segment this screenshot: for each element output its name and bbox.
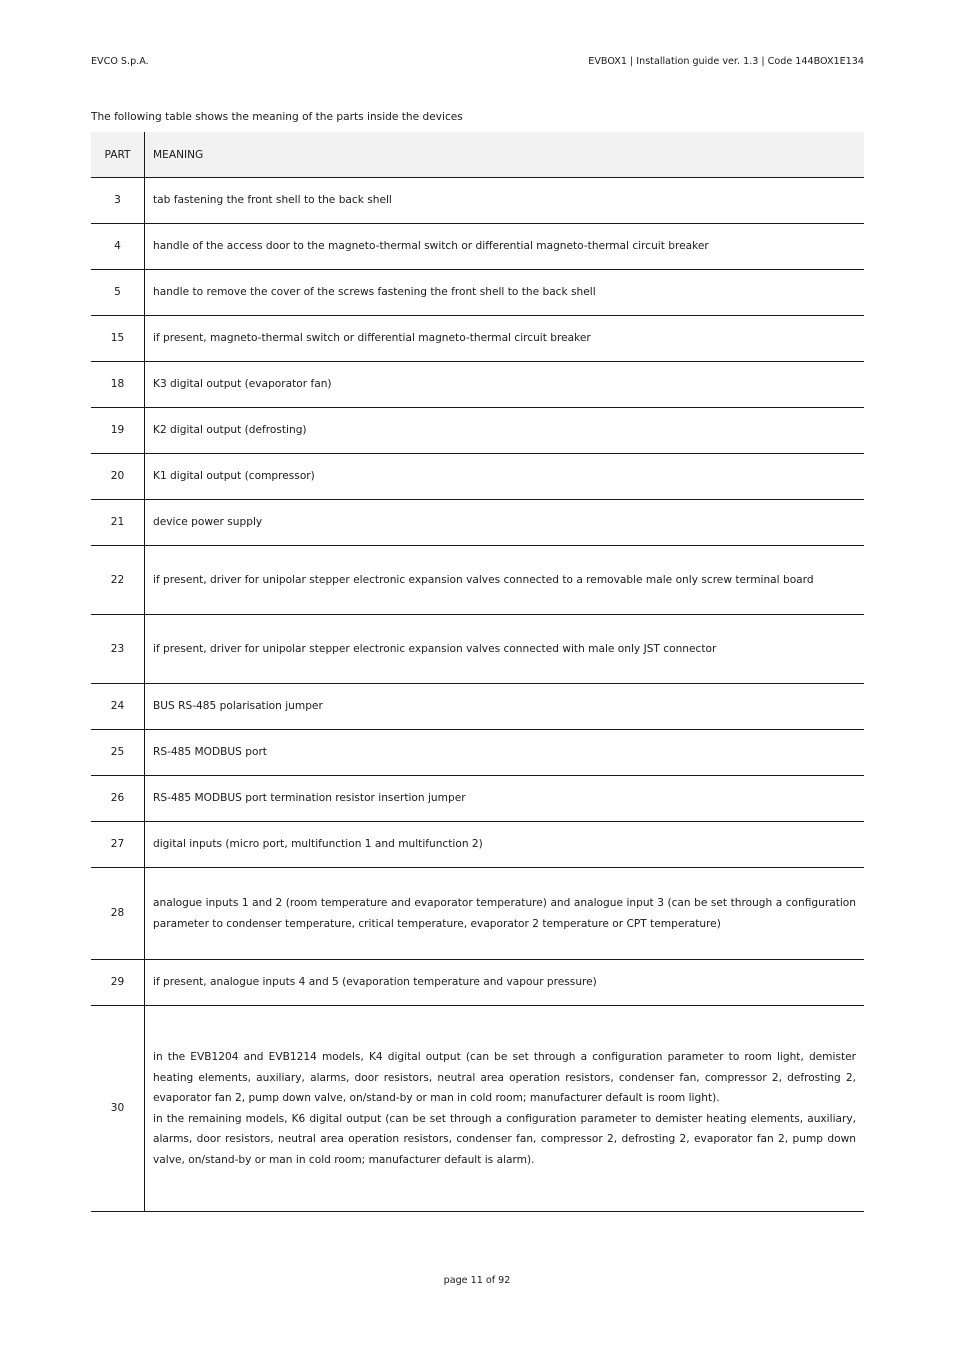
part-number: 25: [91, 730, 145, 776]
part-number: 18: [91, 362, 145, 408]
part-meaning: in the EVB1204 and EVB1214 models, K4 digital output (can be set through a configuration parameter to room light, demister heating elements, auxiliary, alarms, door resistors, neutral area operation resistors, condenser fan, compressor 2, defrosting 2, evaporator fan 2, pump down valve, on/stand-by or man in cold room; manufacturer default is room light).: [153, 1051, 856, 1104]
table-row: [91, 776, 864, 822]
part-meaning: K3 digital output (evaporator fan): [145, 362, 865, 408]
table-row: [91, 730, 864, 776]
part-meaning-multi: [145, 1006, 865, 1212]
part-number: 24: [91, 684, 145, 730]
intro-text: The following table shows the meaning of the parts inside the devices: [91, 111, 463, 123]
part-number: 29: [91, 960, 145, 1006]
table-header-row: [91, 132, 864, 178]
part-number: 26: [91, 776, 145, 822]
part-number: 27: [91, 822, 145, 868]
part-number: 20: [91, 454, 145, 500]
table-row: [91, 270, 864, 316]
part-number: 15: [91, 316, 145, 362]
table-row: [91, 684, 864, 730]
part-meaning: RS-485 MODBUS port termination resistor insertion jumper: [145, 776, 865, 822]
part-meaning: handle of the access door to the magneto-thermal switch or differential magneto-thermal circuit breaker: [145, 224, 865, 270]
parts-table: [91, 132, 864, 1212]
part-meaning: digital inputs (micro port, multifunction 1 and multifunction 2): [145, 822, 865, 868]
table-row: [91, 500, 864, 546]
table-row: [91, 316, 864, 362]
table-row: [91, 822, 864, 868]
part-number: 23: [91, 615, 145, 684]
table-row: [91, 362, 864, 408]
part-meaning: if present, magneto-thermal switch or differential magneto-thermal circuit breaker: [145, 316, 865, 362]
part-number: 21: [91, 500, 145, 546]
part-number: 22: [91, 546, 145, 615]
column-header-part: PART: [91, 132, 145, 178]
part-meaning: K1 digital output (compressor): [145, 454, 865, 500]
part-number: 19: [91, 408, 145, 454]
part-number: 4: [91, 224, 145, 270]
part-meaning: K2 digital output (defrosting): [145, 408, 865, 454]
column-header-meaning: MEANING: [145, 132, 865, 178]
table-row: [91, 615, 864, 684]
table-row: [91, 868, 864, 960]
part-meaning: if present, analogue inputs 4 and 5 (evaporation temperature and vapour pressure): [145, 960, 865, 1006]
part-meaning: if present, driver for unipolar stepper electronic expansion valves connected with male only JST connector: [145, 615, 865, 684]
part-meaning: analogue inputs 1 and 2 (room temperature and evaporator temperature) and analogue input 3 (can be set through a configuration parameter to condenser temperature, critical temperature, evaporator 2 temperature or CPT temperature): [145, 868, 865, 960]
part-meaning: BUS RS-485 polarisation jumper: [145, 684, 865, 730]
table-row: [91, 454, 864, 500]
part-number: 28: [91, 868, 145, 960]
table-row: [91, 1006, 864, 1212]
page-number: page 11 of 92: [443, 1275, 511, 1286]
table-row: [91, 178, 864, 224]
part-meaning: RS-485 MODBUS port: [145, 730, 865, 776]
part-meaning: device power supply: [145, 500, 865, 546]
part-number: 30: [91, 1006, 145, 1212]
table-row: [91, 546, 864, 615]
header-company: EVCO S.p.A.: [91, 56, 149, 67]
table-row: [91, 408, 864, 454]
header-doc-info: EVBOX1 | Installation guide ver. 1.3 | Code 144BOX1E134: [588, 56, 864, 67]
part-meaning: if present, driver for unipolar stepper electronic expansion valves connected to a removable male only screw terminal board: [145, 546, 865, 615]
table-row: [91, 224, 864, 270]
part-meaning: tab fastening the front shell to the back shell: [145, 178, 865, 224]
part-number: 3: [91, 178, 145, 224]
part-meaning: handle to remove the cover of the screws fastening the front shell to the back shell: [145, 270, 865, 316]
part-number: 5: [91, 270, 145, 316]
table-row: [91, 960, 864, 1006]
part-meaning-continued: in the remaining models, K6 digital output (can be set through a configuration parameter to demister heating elements, auxiliary, alarms, door resistors, neutral area operation resistors, condenser fan, compressor 2, defrosting 2, evaporator fan 2, pump down valve, on/stand-by or man in cold room; manufacturer default is alarm).: [153, 1112, 856, 1166]
